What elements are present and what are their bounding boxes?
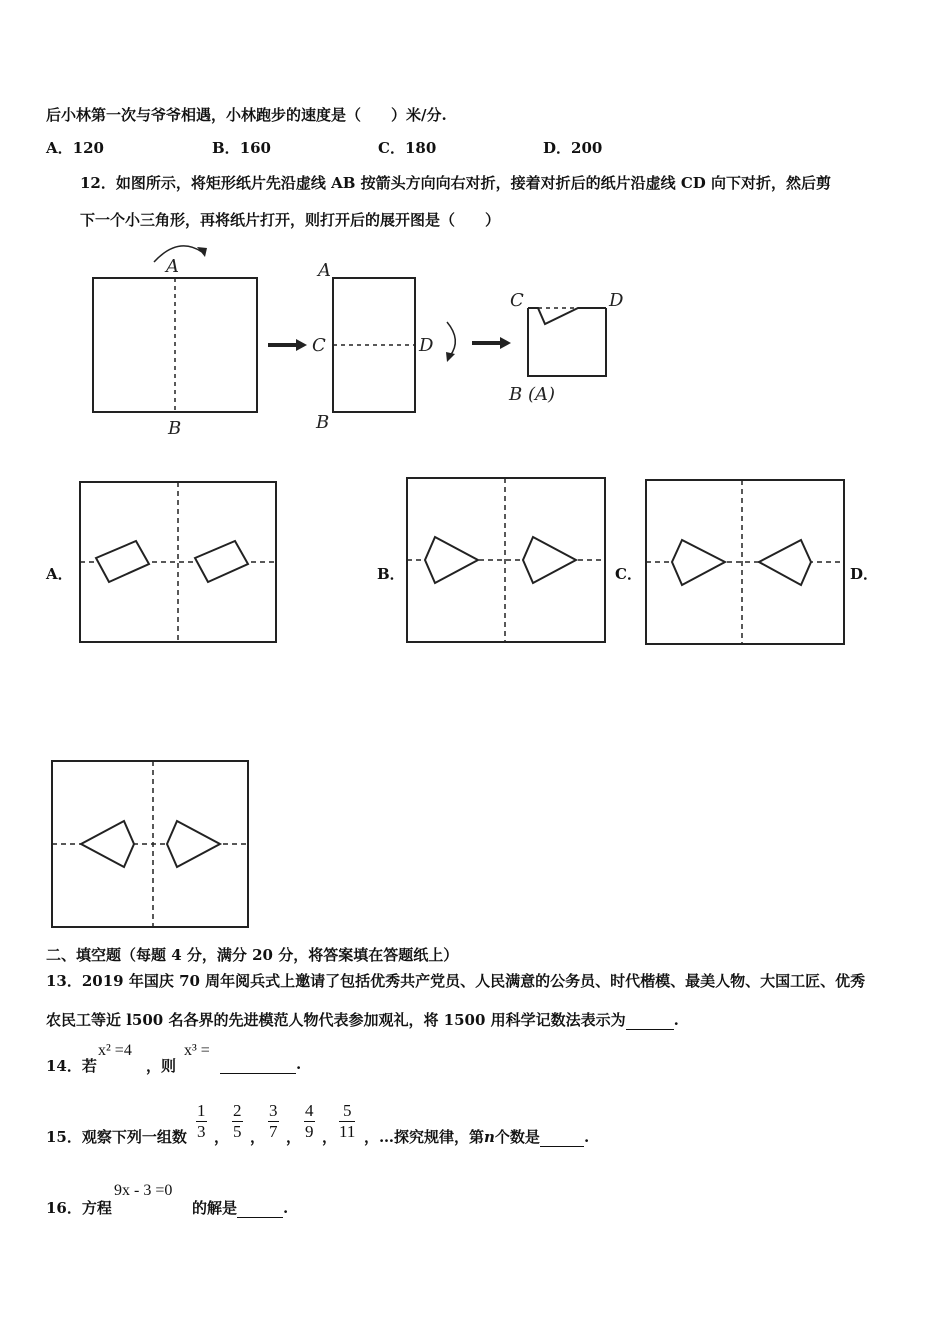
- q15-fraction-5: [339, 1101, 355, 1142]
- q12-folding-figure: [0, 0, 950, 460]
- q15-suffix-a: ，…探究规律，第: [364, 1128, 485, 1146]
- option-c-shape-right: [759, 540, 811, 585]
- q15-prefix: 15．观察下列一组数: [46, 1128, 187, 1146]
- q11-option-a-value: 120: [72, 139, 104, 157]
- q15-fraction-4-den: 9: [305, 1122, 314, 1141]
- label-a-folded: A: [318, 260, 331, 281]
- q16-prefix: 16．方程: [46, 1199, 112, 1217]
- q13-answer-blank[interactable]: [626, 1011, 674, 1030]
- q15-sep-3: ，: [286, 1128, 302, 1146]
- q11-option-a-letter: A．: [46, 139, 73, 157]
- q11-option-b-value: 160: [239, 139, 271, 157]
- q12-option-d-figure[interactable]: [51, 760, 249, 928]
- q15-fraction-5-den: 11: [339, 1122, 356, 1141]
- label-b-bottom: B: [168, 418, 182, 439]
- arrow-head-2: [500, 337, 511, 349]
- label-d: D: [419, 335, 434, 356]
- q12-option-c-label[interactable]: C．: [615, 565, 642, 583]
- q16-answer-blank[interactable]: [237, 1199, 283, 1218]
- q13-line-2-text: 农民工等近 l500 名各界的先进模范人物代表参加观礼，将 1500 用科学记数法表示为: [46, 1011, 626, 1029]
- option-b-shape-left: [425, 537, 478, 583]
- curved-arrow-down-head: [446, 352, 455, 362]
- arrow-head-1: [296, 339, 307, 351]
- q12-line-2: 下一个小三角形，再将纸片打开，则打开后的展开图是（ ）: [80, 211, 501, 229]
- q15-fraction-3-num: 3: [269, 1101, 278, 1120]
- q16-period: .: [283, 1199, 289, 1217]
- option-b-shape-right: [523, 537, 576, 583]
- q13-line-2: [46, 1009, 679, 1030]
- q13-period: .: [673, 1011, 679, 1029]
- label-c: C: [312, 335, 326, 356]
- q11-option-b-letter: B．: [212, 139, 240, 157]
- option-a-shape-right: [195, 541, 248, 582]
- cut-triangle-edge: [528, 308, 606, 324]
- q12-option-a-figure[interactable]: [79, 481, 277, 643]
- label-a-top: A: [166, 256, 179, 277]
- curved-arrow-head: [197, 247, 207, 257]
- option-a-shape-left: [96, 541, 149, 582]
- q15-suffix: [364, 1126, 589, 1147]
- curved-arrow-down: [447, 322, 455, 356]
- q15-suffix-b: 个数是: [494, 1128, 540, 1146]
- q15-fraction-3: [268, 1101, 279, 1142]
- q16-suffix-text: 的解是: [192, 1199, 238, 1217]
- q11-option-d-value: 200: [571, 139, 603, 157]
- q12-option-b-figure[interactable]: [406, 477, 606, 643]
- q15-period: .: [583, 1128, 590, 1146]
- q14-answer-blank[interactable]: [220, 1055, 296, 1074]
- q15-fraction-5-num: 5: [339, 1101, 355, 1122]
- q15-fraction-1-den: 3: [197, 1122, 206, 1141]
- q15-fraction-2-den: 5: [233, 1122, 242, 1141]
- q16-equation: 9x - 3 =0: [114, 1182, 173, 1199]
- q15-fraction-4-num: 4: [305, 1101, 314, 1120]
- q11-option-c-letter: C．: [378, 139, 405, 157]
- q11-text: 后小林第一次与爷爷相遇，小林跑步的速度是（ ）米/分.: [46, 106, 447, 124]
- q16-suffix: [192, 1197, 288, 1218]
- q15-sep-4: ，: [322, 1128, 338, 1146]
- q14-prefix: 14．若: [46, 1057, 97, 1075]
- q12-option-d-label[interactable]: D．: [850, 565, 879, 583]
- q14-expression: x³ =: [184, 1042, 210, 1059]
- q15-sep-2: ，: [250, 1128, 266, 1146]
- label-ba: B (A): [509, 384, 555, 405]
- section-2-heading: 二、填空题（每题 4 分，满分 20 分，将答案填在答题纸上）: [46, 946, 459, 964]
- q13-line-1: 13．2019 年国庆 70 周年阅兵式上邀请了包括优秀共产党员、人民满意的公务员、时代楷模、最美人物、大国工匠、优秀: [46, 972, 866, 990]
- q12-option-a-label[interactable]: A．: [46, 565, 73, 583]
- q15-fraction-2: [232, 1101, 243, 1142]
- q15-n: n: [484, 1128, 495, 1146]
- label-d-small: D: [609, 290, 624, 311]
- q11-option-d-letter: D．: [543, 139, 572, 157]
- folded-rect-2: [528, 308, 606, 376]
- q14-condition: x² =4: [98, 1042, 132, 1059]
- option-c-shape-left: [672, 540, 725, 585]
- q15-fraction-2-num: 2: [233, 1101, 242, 1120]
- q15-answer-blank[interactable]: [540, 1128, 584, 1147]
- label-c-small: C: [510, 290, 524, 311]
- q15-sep-1: ，: [214, 1128, 230, 1146]
- q14-period: .: [296, 1055, 302, 1073]
- q14-mid: ，则: [146, 1057, 177, 1075]
- option-d-shape-left: [81, 821, 134, 867]
- q12-option-c-figure[interactable]: [645, 479, 845, 645]
- q14-answer: [220, 1055, 301, 1074]
- q12-option-b-label[interactable]: B．: [377, 565, 405, 583]
- q12-line-1: 12．如图所示，将矩形纸片先沿虚线 AB 按箭头方向向右对折，接着对折后的纸片沿虚线 CD 向下对折，然后剪: [80, 174, 832, 192]
- q15-fraction-3-den: 7: [269, 1122, 278, 1141]
- q15-fraction-1: [196, 1101, 207, 1142]
- q15-fraction-1-num: 1: [197, 1101, 206, 1120]
- q11-option-c-value: 180: [404, 139, 437, 157]
- q15-fraction-4: [304, 1101, 315, 1142]
- option-d-shape-right: [167, 821, 220, 867]
- label-b-folded: B: [316, 412, 330, 433]
